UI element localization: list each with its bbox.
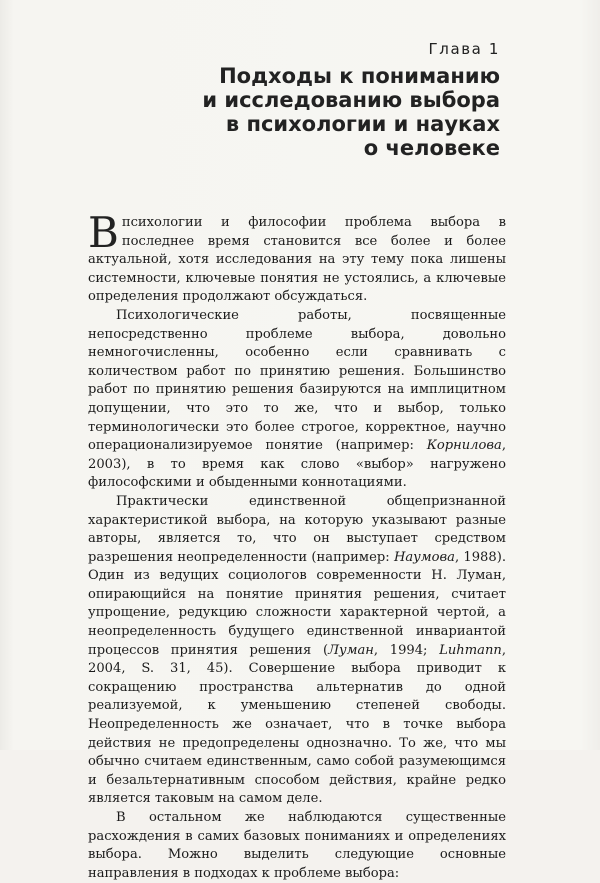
citation-author: Luhmann bbox=[439, 642, 502, 658]
paragraph-2-text-a: Психологические работы, посвященные непосредственно проблеме выбора, довольно немногочисленны, особенно если сравнивать с количеством работ по принятию решения. Большинство работ по принятию решения базируются на имплицитном допущении, что это то же, что и выбор, только терминологически это более строгое, корректное, научно операционализируемое понятие (например: bbox=[88, 307, 506, 454]
citation-author: Луман bbox=[328, 642, 374, 658]
paragraph-1-text: психологии и философии проблема выбора в последнее время становится все более и более актуальной, хотя исследования на эту тему пока лишены системности, ключевые понятия не устоялись, а ключевые определения продолжают обсуждаться. bbox=[88, 215, 506, 305]
paragraph-3-text-d: , 2004, S. 31, 45). Совершение выбора приводит к сокращению пространства альтернатив до одной реализуемой, к уменьшению степеней свободы. Неопределенность же означает, что в точке выбора действия не предопределены однозначно. То же, что мы обычно считаем единственным, само собой разумеющимся и безальтернативным способом действия, крайне редко является таковым на самом деле. bbox=[88, 642, 506, 807]
chapter-title-line: Подходы к пониманию bbox=[219, 64, 500, 88]
citation-author: Корнилова bbox=[426, 438, 502, 454]
chapter-title-line: о человеке bbox=[363, 136, 500, 160]
chapter-title bbox=[200, 64, 500, 160]
paragraph-1 bbox=[88, 208, 506, 307]
chapter-number: Глава 1 bbox=[428, 40, 500, 58]
paragraph-3-text-b: , 1988). Один из ведущих социологов современности Н. Луман, опирающийся на понятие принятия решения, считает упрощение, редукцию сложности характерной чертой, а неопределенность будущего единственной инвариантой процессов принятия решения ( bbox=[88, 549, 506, 658]
paragraph-4 bbox=[88, 809, 506, 883]
chapter-header bbox=[200, 40, 500, 160]
drop-cap: В bbox=[88, 208, 119, 257]
citation-author: Наумова bbox=[393, 549, 455, 565]
paragraph-2 bbox=[88, 307, 506, 493]
paragraph-4-text: В остальном же наблюдаются существенные расхождения в самих базовых пониманиях и определениях выбора. Можно выделить следующие основные направления в подходах к проблеме выбора: bbox=[88, 810, 506, 881]
paragraph-2-text-b: , 2003), в то время как слово «выбор» нагружено философскими и обыденными коннотациями. bbox=[88, 438, 506, 491]
chapter-title-line: и исследованию выбора bbox=[202, 88, 500, 112]
body-text bbox=[88, 208, 506, 883]
paragraph-3-text-c: , 1994; bbox=[373, 642, 440, 658]
chapter-title-line: в психологии и науках bbox=[225, 112, 500, 136]
paragraph-3-text-a: Практически единственной общепризнанной характеристикой выбора, на которую указывают разные авторы, является то, что он выступает средством разрешения неопределенности (например: bbox=[88, 493, 506, 565]
paragraph-3 bbox=[88, 493, 506, 809]
